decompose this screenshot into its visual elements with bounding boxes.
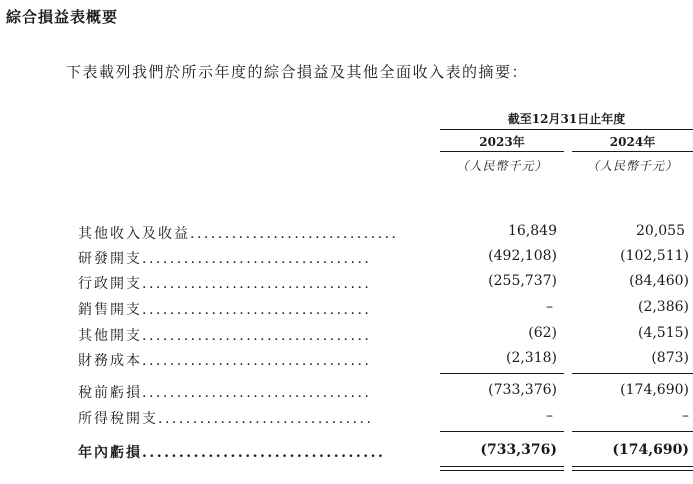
column-year-2023: 2023年 [479, 135, 525, 149]
row-label: 其他開支................................. [78, 328, 372, 344]
double-rule-2023 [440, 466, 564, 471]
column-rule-2023 [440, 151, 564, 152]
subtotal-rule-2024 [572, 373, 693, 374]
column-year-2024: 2024年 [609, 135, 656, 149]
total-rule-2023 [440, 431, 564, 432]
section-title: 綜合損益表概要 [6, 8, 119, 26]
intro-text: 下表載列我們於所示年度的綜合損益及其他全面收入表的摘要： [66, 63, 529, 81]
value-2024: (174,690) [620, 382, 689, 398]
value-2023: (733,376) [488, 382, 557, 398]
value-2024: 20,055 [636, 223, 685, 239]
total-rule-2024 [572, 431, 693, 432]
value-2023: – [546, 408, 553, 424]
row-label: 稅前虧損................................. [78, 385, 372, 401]
value-2023: (255,737) [488, 273, 557, 289]
value-2024: (84,460) [629, 273, 689, 289]
value-2024: (2,386) [637, 299, 689, 315]
value-2024: (873) [651, 350, 689, 366]
value-2023: (2,318) [505, 350, 557, 366]
value-2024: (4,515) [637, 325, 689, 341]
period-header: 截至12月31日止年度 [507, 112, 626, 126]
value-2023: (733,376) [480, 442, 557, 458]
double-rule-2024 [572, 466, 693, 471]
value-2023: (62) [528, 325, 557, 341]
column-rule-2024 [572, 151, 693, 152]
row-label: 年內虧損................................. [78, 445, 386, 461]
row-label: 研發開支................................. [78, 251, 372, 267]
column-unit-2023: （人民幣千元） [456, 159, 548, 173]
value-2024: (102,511) [620, 248, 689, 264]
value-2024: (174,690) [612, 442, 689, 458]
row-label: 所得稅開支............................... [78, 411, 374, 427]
value-2023: – [546, 299, 553, 315]
period-header-rule [440, 129, 693, 130]
row-label: 財務成本................................. [78, 353, 372, 369]
row-label: 其他收入及收益.............................. [78, 226, 399, 242]
value-2023: 16,849 [508, 223, 557, 239]
row-label: 銷售開支................................. [78, 302, 372, 318]
column-unit-2024: （人民幣千元） [586, 159, 678, 173]
subtotal-rule-2023 [440, 373, 564, 374]
value-2024: – [682, 408, 689, 424]
row-label: 行政開支................................. [78, 276, 372, 292]
value-2023: (492,108) [488, 248, 557, 264]
